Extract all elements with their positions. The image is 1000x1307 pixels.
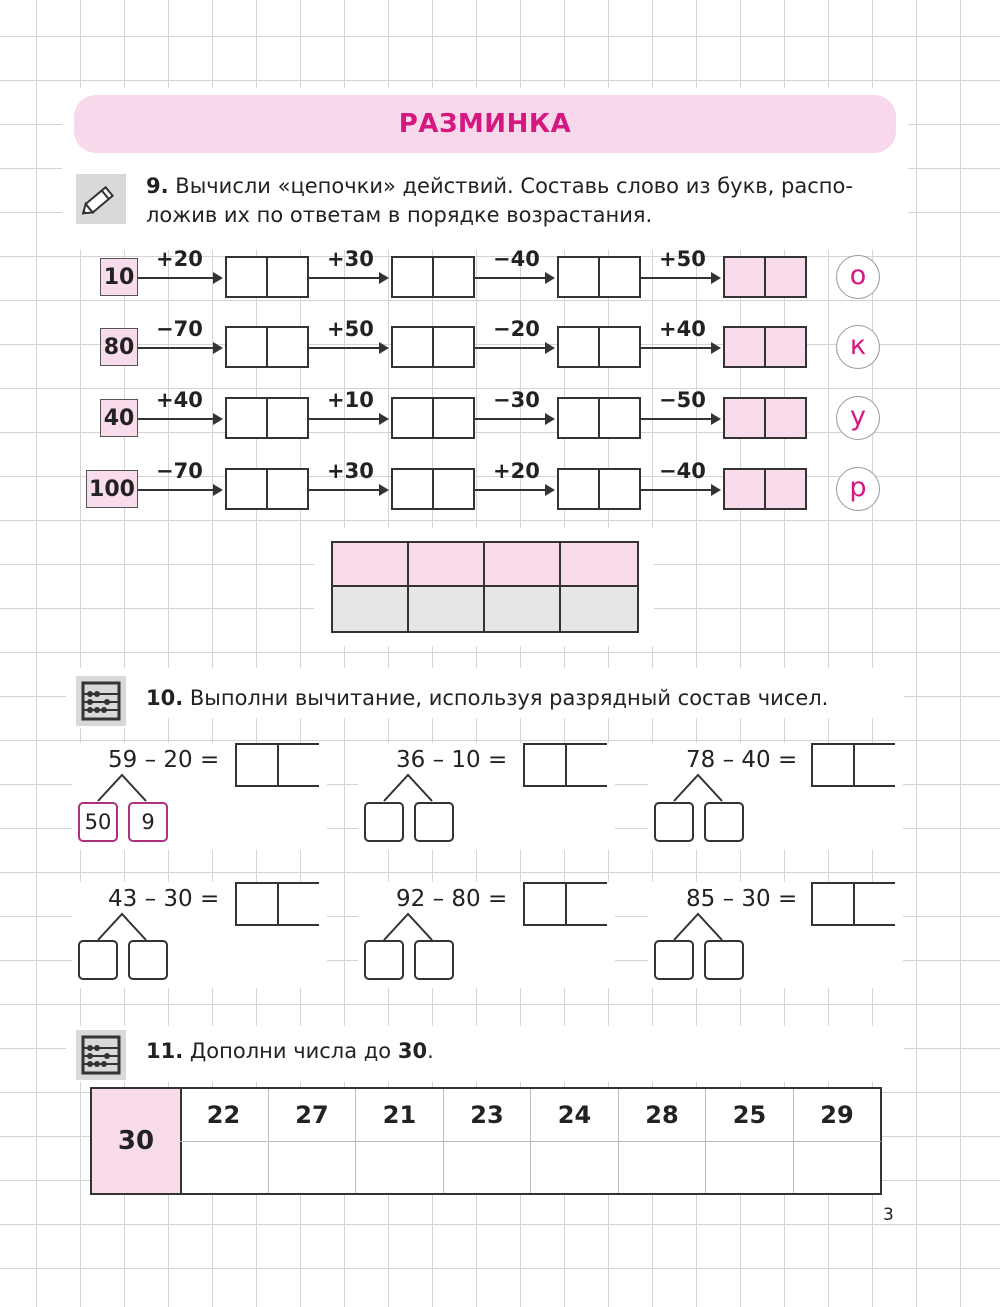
complement-value: 27 xyxy=(269,1089,356,1142)
digit-cell[interactable] xyxy=(598,258,639,296)
word-number-cell[interactable] xyxy=(561,587,637,631)
chain-operation: −70 xyxy=(156,459,203,483)
digit-cell[interactable] xyxy=(266,470,307,508)
chain-operation: +40 xyxy=(156,388,203,412)
chain-answer-box[interactable] xyxy=(557,326,641,368)
digit-cell[interactable] xyxy=(725,258,764,296)
chain-arrow xyxy=(309,418,387,420)
page-number: 3 xyxy=(883,1205,894,1225)
task11-target: 30 xyxy=(397,1039,428,1063)
task10-number: 10. xyxy=(146,686,184,710)
chain-result-box[interactable] xyxy=(723,326,807,368)
subtraction-answer-box[interactable] xyxy=(811,743,895,787)
branch-lines xyxy=(666,773,736,803)
chain-operation: −70 xyxy=(156,317,203,341)
complement-answer-cell[interactable] xyxy=(619,1142,706,1192)
chain-arrow xyxy=(641,347,719,349)
complement-value: 24 xyxy=(531,1089,618,1142)
chain-start-value: 40 xyxy=(100,399,138,437)
place-value-box[interactable] xyxy=(364,940,404,980)
complement-column xyxy=(530,1089,618,1193)
chain-result-box[interactable] xyxy=(723,397,807,439)
digit-cell[interactable] xyxy=(227,470,266,508)
task11-instructions xyxy=(146,1037,434,1066)
complement-value: 22 xyxy=(180,1089,267,1142)
pencil-icon xyxy=(74,172,128,226)
chain-arrow xyxy=(641,489,719,491)
digit-cell[interactable] xyxy=(227,258,266,296)
place-value-box[interactable] xyxy=(704,802,744,842)
chain-arrow xyxy=(641,277,719,279)
chain-arrow xyxy=(309,277,387,279)
chain-answer-box[interactable] xyxy=(391,468,475,510)
word-number-cell[interactable] xyxy=(485,587,561,631)
subtraction-answer-box[interactable] xyxy=(235,882,319,926)
task9-number: 9. xyxy=(146,174,169,198)
word-letter-cell[interactable] xyxy=(561,543,637,587)
chain-operation: −30 xyxy=(493,388,540,412)
word-letter-cell[interactable] xyxy=(485,543,561,587)
subtraction-expression: 36 – 10 = xyxy=(396,747,508,773)
section-title: РАЗМИНКА xyxy=(398,109,572,139)
chain-operation: +50 xyxy=(659,247,706,271)
complement-value: 21 xyxy=(356,1089,443,1142)
chain-operation: +10 xyxy=(327,388,374,412)
chain-answer-box[interactable] xyxy=(391,397,475,439)
digit-cell[interactable] xyxy=(393,258,432,296)
task11-period: . xyxy=(427,1039,434,1063)
chain-answer-box[interactable] xyxy=(225,326,309,368)
digit-cell[interactable] xyxy=(393,470,432,508)
digit-cell[interactable] xyxy=(432,399,473,437)
chain-answer-box[interactable] xyxy=(557,256,641,298)
chain-arrow xyxy=(138,347,221,349)
task10-instructions xyxy=(146,684,828,713)
chain-letter: р xyxy=(836,467,880,511)
chain-letter: о xyxy=(836,255,880,299)
complement-column xyxy=(443,1089,531,1193)
place-value-box[interactable] xyxy=(78,940,118,980)
place-value-box[interactable] xyxy=(414,940,454,980)
chain-operation: +30 xyxy=(327,247,374,271)
chain-arrow xyxy=(309,489,387,491)
word-letter-cell[interactable] xyxy=(333,543,409,587)
chain-start-value: 10 xyxy=(100,258,138,296)
digit-cell[interactable] xyxy=(598,470,639,508)
digit-cell[interactable] xyxy=(764,328,805,366)
digit-cell[interactable] xyxy=(432,470,473,508)
subtraction-answer-box[interactable] xyxy=(235,743,319,787)
complement-value: 25 xyxy=(706,1089,793,1142)
place-value-box[interactable] xyxy=(414,802,454,842)
branch-lines xyxy=(90,773,160,803)
subtraction-expression: 78 – 40 = xyxy=(686,747,798,773)
word-letter-cell[interactable] xyxy=(409,543,485,587)
chain-arrow xyxy=(138,418,221,420)
task10-text: Выполни вычитание, используя разрядный состав чисел. xyxy=(189,686,829,710)
branch-lines xyxy=(376,773,446,803)
digit-cell[interactable] xyxy=(432,258,473,296)
chain-operation: +20 xyxy=(493,459,540,483)
digit-cell[interactable] xyxy=(725,328,764,366)
complement-table xyxy=(90,1087,882,1195)
subtraction-answer-box[interactable] xyxy=(523,743,607,787)
digit-cell[interactable] xyxy=(432,328,473,366)
place-value-box[interactable]: 50 xyxy=(78,802,118,842)
complement-column xyxy=(268,1089,356,1193)
chain-operation: −40 xyxy=(659,459,706,483)
chain-letter: у xyxy=(836,396,880,440)
chain-answer-box[interactable] xyxy=(391,256,475,298)
complement-answer-cell[interactable] xyxy=(706,1142,793,1192)
chain-operation: +30 xyxy=(327,459,374,483)
chain-answer-box[interactable] xyxy=(391,326,475,368)
complement-answer-cell[interactable] xyxy=(269,1142,356,1192)
digit-cell[interactable] xyxy=(266,399,307,437)
digit-cell[interactable] xyxy=(266,328,307,366)
chain-start-value: 100 xyxy=(86,470,138,508)
abacus-icon xyxy=(74,1028,128,1082)
complement-answer-cell[interactable] xyxy=(531,1142,618,1192)
chain-answer-box[interactable] xyxy=(225,468,309,510)
subtraction-answer-box[interactable] xyxy=(523,882,607,926)
chain-arrow xyxy=(475,489,553,491)
digit-cell[interactable] xyxy=(598,328,639,366)
chain-arrow xyxy=(138,277,221,279)
digit-cell[interactable] xyxy=(393,399,432,437)
chain-arrow xyxy=(138,489,221,491)
chain-arrow xyxy=(475,347,553,349)
digit-cell[interactable] xyxy=(598,399,639,437)
chain-operation: −40 xyxy=(493,247,540,271)
branch-lines xyxy=(376,912,446,942)
chain-arrow xyxy=(475,418,553,420)
task9-instructions xyxy=(146,172,853,230)
task11-number: 11. xyxy=(146,1039,184,1063)
chain-operation: +50 xyxy=(327,317,374,341)
digit-cell[interactable] xyxy=(559,470,598,508)
digit-cell[interactable] xyxy=(725,399,764,437)
digit-cell[interactable] xyxy=(559,258,598,296)
branch-lines xyxy=(666,912,736,942)
word-number-cell[interactable] xyxy=(333,587,409,631)
complement-column xyxy=(705,1089,793,1193)
word-answer-grid[interactable] xyxy=(331,541,639,633)
complement-column xyxy=(355,1089,443,1193)
complement-table-head: 30 xyxy=(92,1089,182,1193)
complement-answer-cell[interactable] xyxy=(794,1142,881,1192)
place-value-box[interactable] xyxy=(654,802,694,842)
chain-letter: к xyxy=(836,325,880,369)
digit-cell[interactable] xyxy=(559,399,598,437)
place-value-box[interactable] xyxy=(654,940,694,980)
subtraction-expression: 92 – 80 = xyxy=(396,886,508,912)
chain-operation: +40 xyxy=(659,317,706,341)
place-value-box[interactable]: 9 xyxy=(128,802,168,842)
digit-cell[interactable] xyxy=(559,328,598,366)
complement-column xyxy=(618,1089,706,1193)
complement-value: 23 xyxy=(444,1089,531,1142)
digit-cell[interactable] xyxy=(725,470,764,508)
complement-column xyxy=(180,1089,267,1193)
task9-text-line2: ложив их по ответам в порядке возрастания. xyxy=(146,203,653,227)
digit-cell[interactable] xyxy=(764,399,805,437)
place-value-box[interactable] xyxy=(128,940,168,980)
subtraction-expression: 59 – 20 = xyxy=(108,747,220,773)
word-number-cell[interactable] xyxy=(409,587,485,631)
section-banner xyxy=(74,95,896,153)
complement-value: 29 xyxy=(794,1089,881,1142)
subtraction-answer-box[interactable] xyxy=(811,882,895,926)
chain-arrow xyxy=(475,277,553,279)
chain-answer-box[interactable] xyxy=(557,468,641,510)
digit-cell[interactable] xyxy=(227,399,266,437)
chain-answer-box[interactable] xyxy=(557,397,641,439)
digit-cell[interactable] xyxy=(227,328,266,366)
digit-cell[interactable] xyxy=(393,328,432,366)
place-value-box[interactable] xyxy=(364,802,404,842)
complement-answer-cell[interactable] xyxy=(444,1142,531,1192)
chain-arrow xyxy=(641,418,719,420)
place-value-box[interactable] xyxy=(704,940,744,980)
task11-text: Дополни числа до xyxy=(189,1039,392,1063)
chain-operation: +20 xyxy=(156,247,203,271)
complement-column xyxy=(793,1089,881,1193)
chain-arrow xyxy=(309,347,387,349)
task9-text-line1: Вычисли «цепочки» действий. Составь слово из букв, распо- xyxy=(175,174,853,198)
chain-operation: −50 xyxy=(659,388,706,412)
digit-cell[interactable] xyxy=(266,258,307,296)
chain-result-box[interactable] xyxy=(723,256,807,298)
branch-lines xyxy=(90,912,160,942)
complement-answer-cell[interactable] xyxy=(356,1142,443,1192)
complement-value: 28 xyxy=(619,1089,706,1142)
digit-cell[interactable] xyxy=(764,258,805,296)
chain-start-value: 80 xyxy=(100,328,138,366)
abacus-icon xyxy=(74,674,128,728)
chain-result-box[interactable] xyxy=(723,468,807,510)
chain-answer-box[interactable] xyxy=(225,256,309,298)
subtraction-expression: 85 – 30 = xyxy=(686,886,798,912)
chain-operation: −20 xyxy=(493,317,540,341)
chain-answer-box[interactable] xyxy=(225,397,309,439)
complement-answer-cell[interactable] xyxy=(180,1142,267,1192)
digit-cell[interactable] xyxy=(764,470,805,508)
subtraction-expression: 43 – 30 = xyxy=(108,886,220,912)
